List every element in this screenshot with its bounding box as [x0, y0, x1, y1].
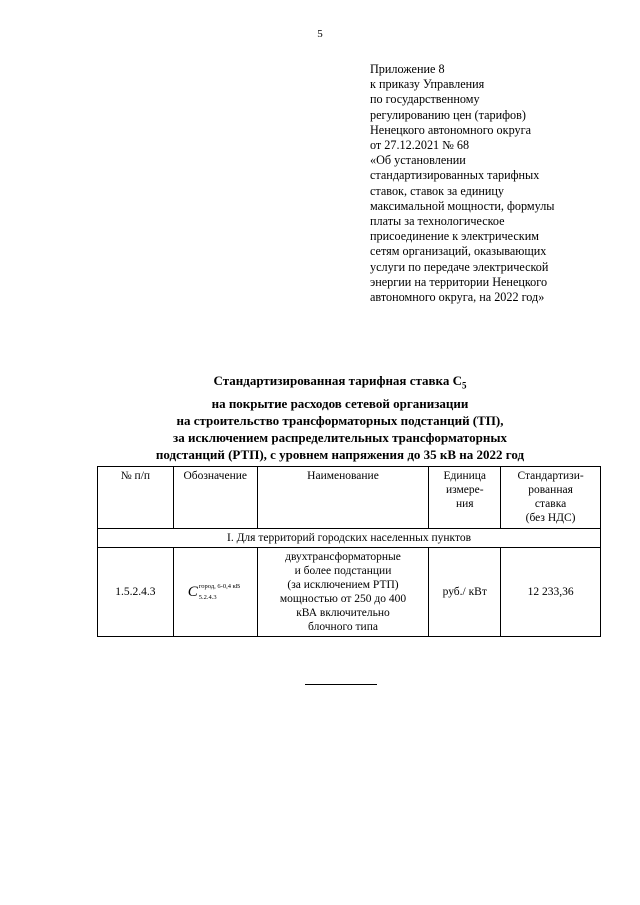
annex-line: сетям организаций, оказывающих: [370, 244, 547, 259]
page-number: 5: [317, 28, 323, 40]
annex-line: максимальной мощности, формулы: [370, 198, 555, 213]
title-line: Стандартизированная тарифная ставка $С_5$: [213, 373, 467, 391]
annex-line: присоединение к электрическим: [370, 229, 539, 244]
annex-line: услуги по передаче электрической: [370, 259, 549, 274]
title-line: подстанций (РТП), с уровнем напряжения до 35 кВ на 2022 год: [155, 446, 525, 462]
end-separator: [305, 684, 377, 685]
tariff-symbol: C город, 6-0,4 кВ 5.2.4.3: [187, 582, 241, 601]
tariff-table: [97, 466, 601, 637]
title-line: на покрытие расходов сетевой организации: [211, 395, 469, 411]
annex-line: стандартизированных тарифных: [370, 168, 540, 183]
row-rate: 12 233,36: [501, 548, 601, 637]
annex-line: Приложение 8: [370, 62, 445, 76]
annex-line: к приказу Управления: [370, 77, 485, 92]
annex-line: платы за технологическое: [370, 214, 505, 229]
annex-line: от 27.12.2021 № 68: [370, 138, 470, 153]
annex-line: автономного округа, на 2022 год»: [370, 290, 545, 305]
title-line: на строительство трансформаторных подстанций (ТП),: [176, 412, 504, 428]
annex-line: «Об установлении: [370, 153, 466, 168]
annex-line: ставок, ставок за единицу: [370, 183, 505, 198]
row-name: двухтрансформаторные и более подстанции (за исключением РТП) мощностью от 250 до 400 кВА включительно блочного типа: [257, 548, 429, 637]
row-num: 1.5.2.4.3: [98, 548, 174, 637]
header-designation: Обозначение: [173, 467, 257, 529]
section-row: [98, 529, 601, 548]
section-title: I. Для территорий городских населенных пунктов: [98, 529, 601, 548]
annex-block: [370, 62, 620, 305]
table-row: [98, 548, 601, 637]
header-name: Наименование: [257, 467, 429, 529]
table-header-row: [98, 467, 601, 529]
header-num: № п/п: [98, 467, 174, 529]
annex-line: энергии на территории Ненецкого: [370, 274, 548, 289]
document-title: [60, 372, 620, 463]
header-rate: Стандартизи- рованная ставка (без НДС): [501, 467, 601, 529]
row-unit: руб./ кВт: [429, 548, 501, 637]
title-line: за исключением распределительных трансформаторных: [173, 429, 507, 445]
header-unit: Единица измере- ния: [429, 467, 501, 529]
annex-line: по государственному: [370, 92, 480, 107]
row-symbol: [173, 548, 257, 637]
annex-line: Ненецкого автономного округа: [370, 122, 532, 137]
annex-line: регулированию цен (тарифов): [370, 107, 526, 122]
